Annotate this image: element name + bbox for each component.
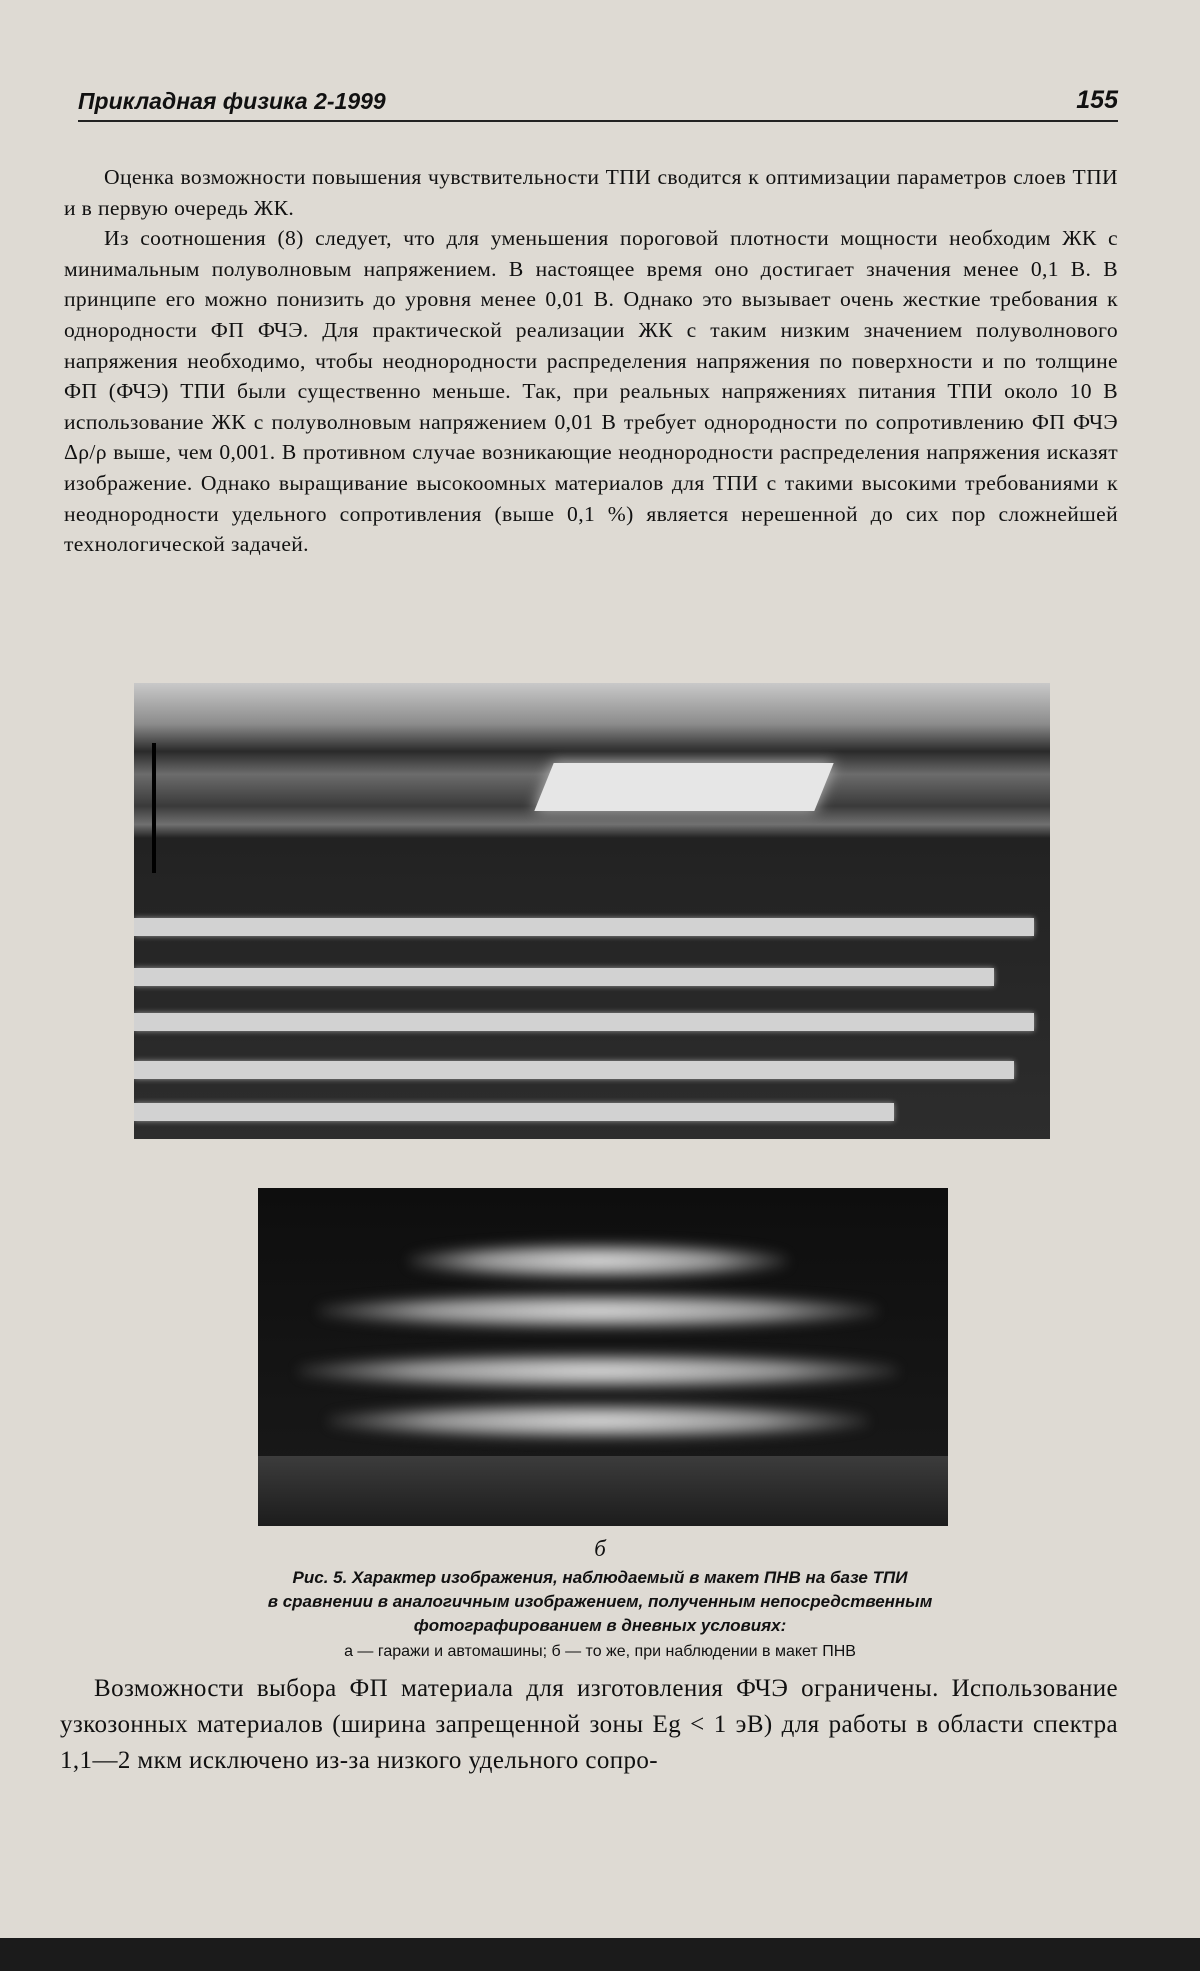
journal-title: Прикладная физика 2-1999 <box>78 88 386 114</box>
paragraph: Оценка возможности повышения чувствительности ТПИ сводится к оптимизации параметров слоев ТПИ и в первую очередь ЖК. <box>64 165 1118 220</box>
photo-b-blur-band <box>328 1403 868 1439</box>
photo-b-blur-band <box>318 1293 878 1329</box>
figure-photo-a <box>134 683 1050 1139</box>
photo-a-sky-highlight <box>534 763 833 811</box>
photo-a-roof-stripe <box>134 1103 894 1121</box>
photo-b-blur-band <box>408 1243 788 1279</box>
photo-a-mast <box>152 743 156 873</box>
paragraph: Возможности выбора ФП материала для изготовления ФЧЭ ограничены. Использование узкозонных материалов (ширина запрещенной зоны Eg < 1 эВ) для работы в области спектра 1,1—2 мкм исключено из-за низкого удельного сопро- <box>60 1675 1118 1774</box>
photo-a-roof-stripe <box>134 918 1034 936</box>
figure-photo-b <box>258 1188 948 1526</box>
photo-b-blur-band <box>298 1353 898 1389</box>
caption-line: в сравнении в аналогичным изображением, полученным непосредственным <box>267 1592 933 1611</box>
photo-a-roof-stripe <box>134 1061 1014 1079</box>
caption-legend: а — гаражи и автомашины; б — то же, при наблюдении в макет ПНВ <box>344 1643 856 1660</box>
caption-line: Рис. 5. Характер изображения, наблюдаемый в макет ПНВ на базе ТПИ <box>292 1568 908 1587</box>
photo-a-roof-stripe <box>134 1013 1034 1031</box>
photo-a-roof-stripe <box>134 968 994 986</box>
scan-edge-shadow <box>0 1938 1200 1971</box>
running-header <box>78 84 1118 122</box>
closing-text <box>60 1671 1118 1779</box>
caption-line: фотографированием в дневных условиях: <box>413 1616 787 1635</box>
body-text <box>64 162 1118 560</box>
photo-b-ground <box>258 1456 948 1526</box>
subfigure-label-b: б <box>594 1536 606 1561</box>
figure-caption <box>140 1566 1060 1664</box>
page-number: 155 <box>1076 86 1118 114</box>
paragraph: Из соотношения (8) следует, что для уменьшения пороговой плотности мощности необходим ЖК с минимальным полуволновым напряжением. В настоящее время оно достигает значения менее 0,1 В. В принципе его можно понизить до уровня менее 0,01 В. Однако это вызывает очень жесткие требования к однородности ФП ФЧЭ. Для практической реализации ЖК с таким низким значением полуволнового напряжения необходимо, чтобы неоднородности распределения напряжения по поверхности и по толщине ФП (ФЧЭ) ТПИ были существенно меньше. Так, при реальных напряжениях питания ТПИ около 10 В использование ЖК с полуволновым напряжением 0,01 В требует однородности по сопротивлению ФП ФЧЭ Δρ/ρ выше, чем 0,001. В противном случае возникающие неоднородности распределения напряжения исказят изображение. Однако выращивание высокоомных материалов для ТПИ с такими высокими требованиями к неоднородности удельного сопротивления (выше 0,1 %) является нерешенной до сих пор сложнейшей технологической задачей. <box>64 226 1118 557</box>
